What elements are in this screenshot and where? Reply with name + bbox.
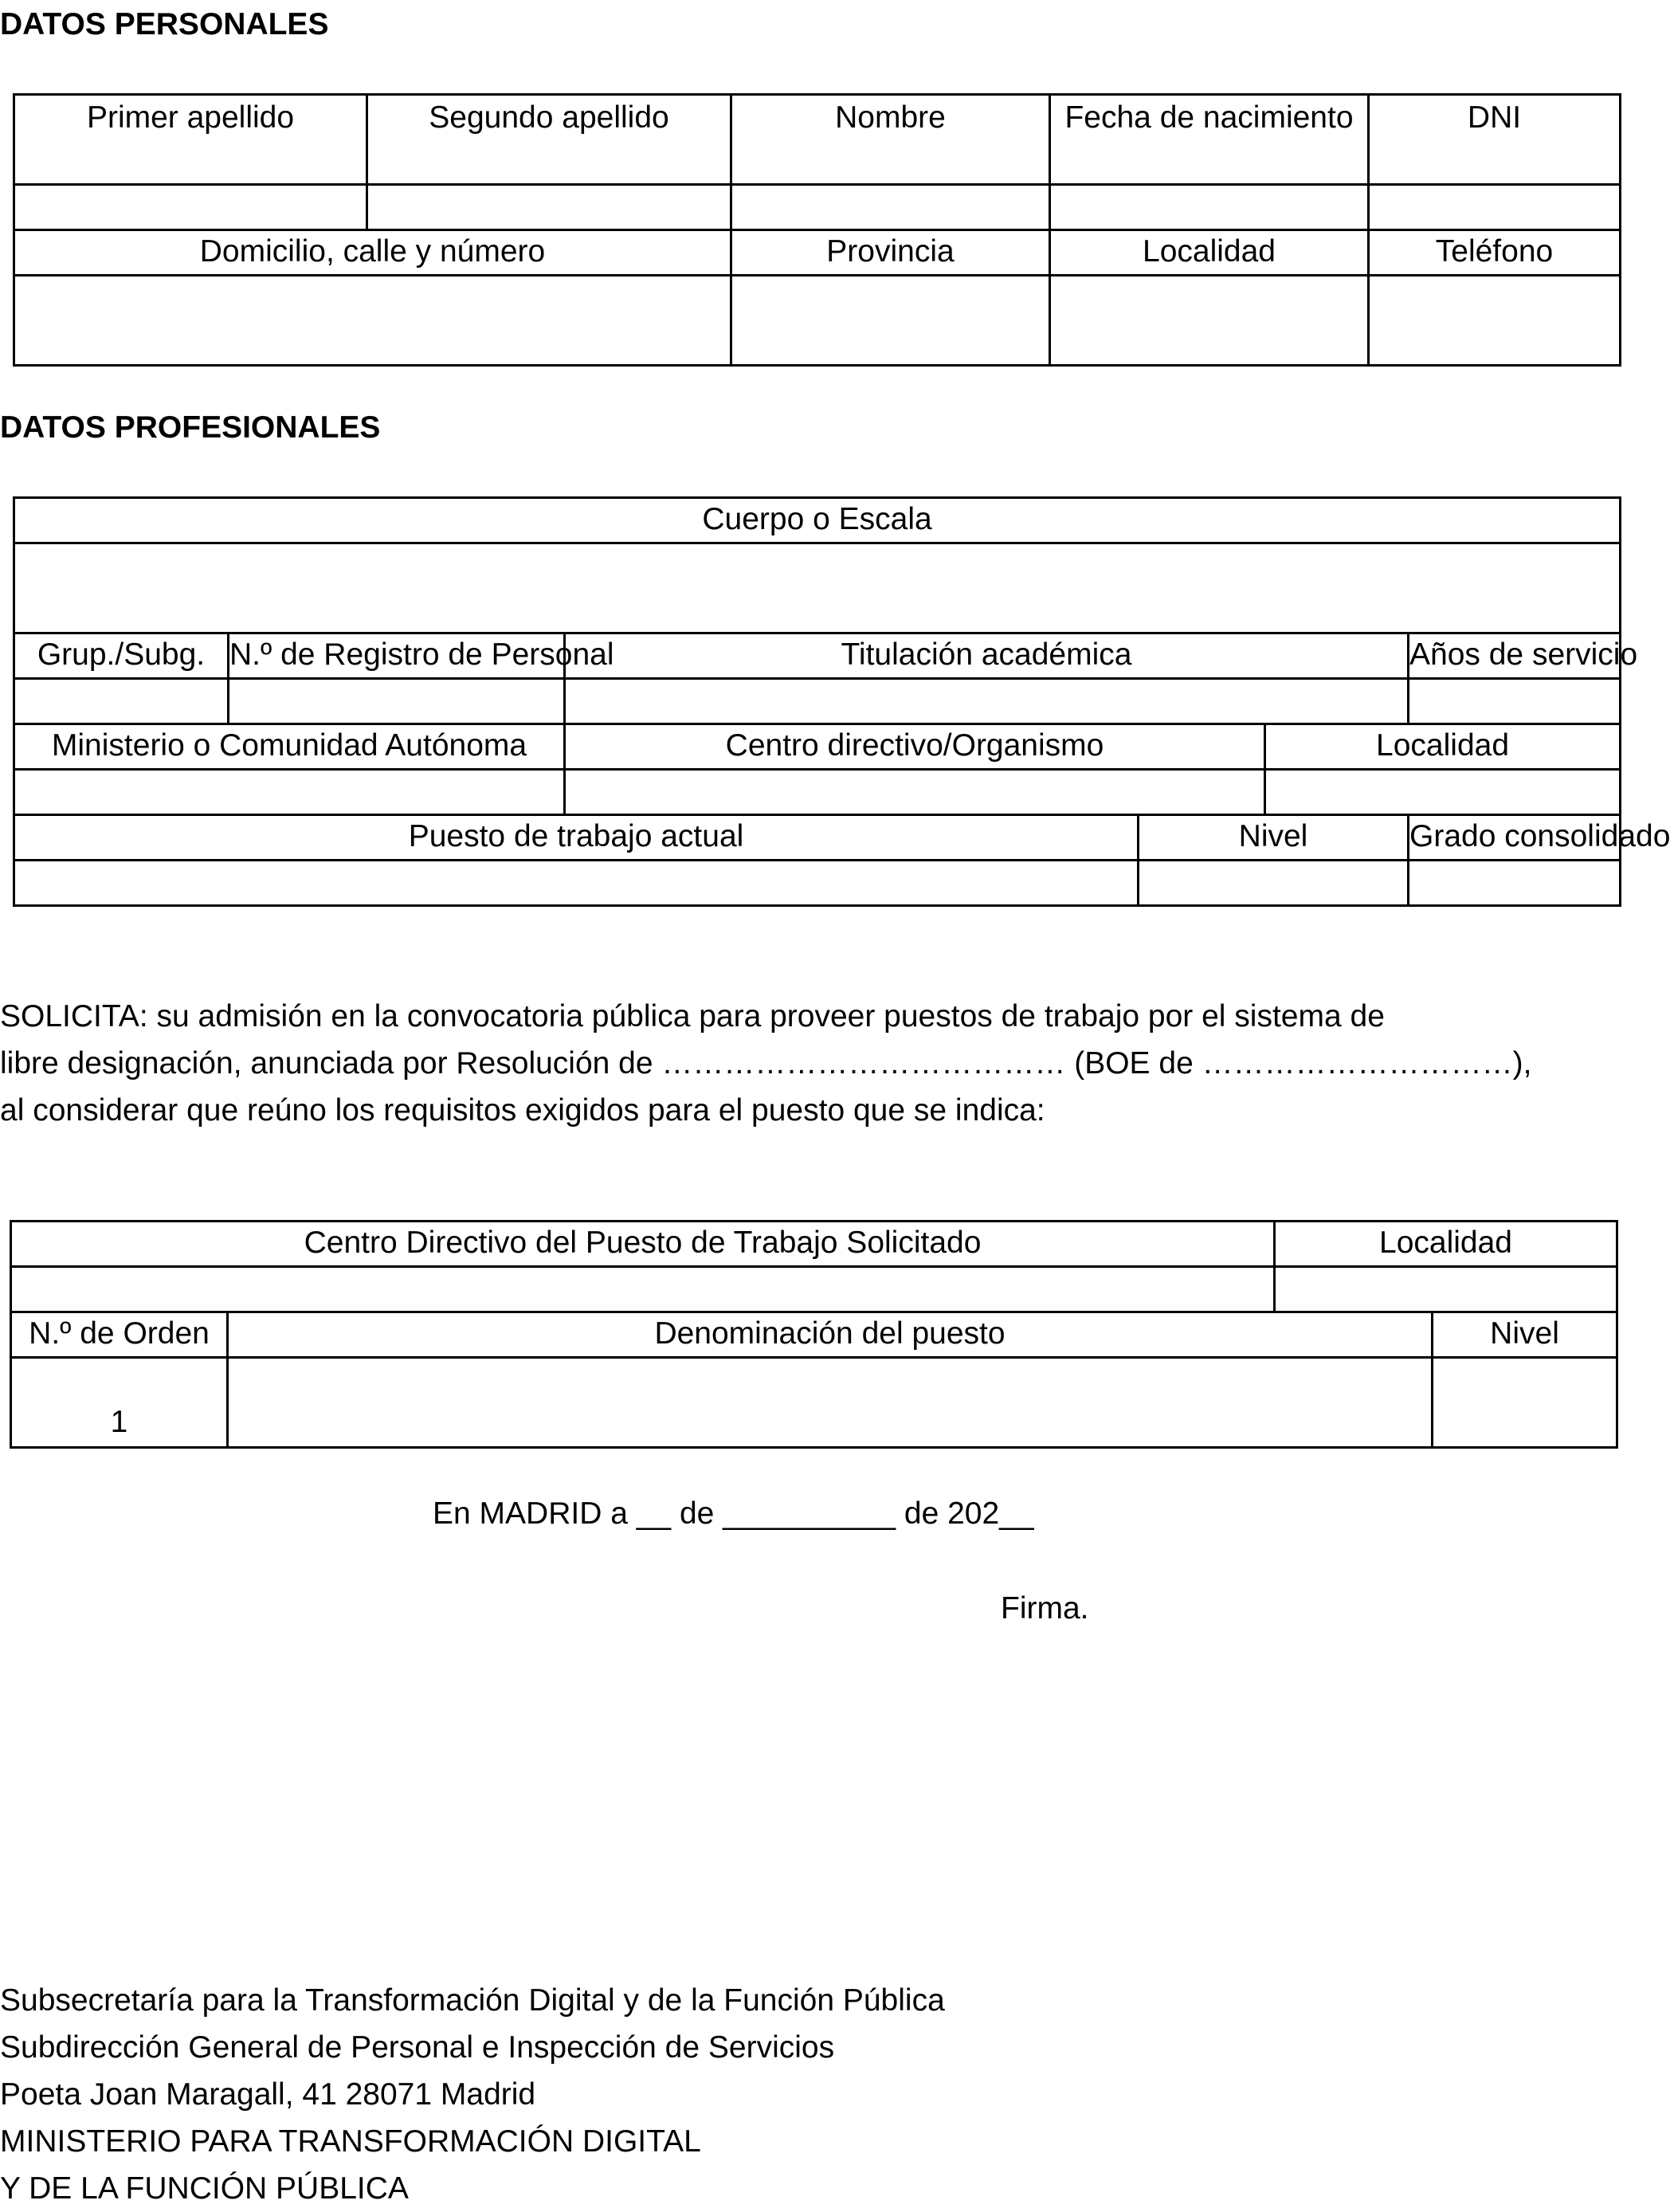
current-post-field[interactable] — [14, 861, 1139, 906]
header-locality: Localidad — [1050, 230, 1369, 276]
header-dni: DNI — [1369, 95, 1621, 185]
birth-date-field[interactable] — [1050, 185, 1369, 230]
header-service-years: Años de servicio — [1409, 633, 1621, 679]
directive-center-field[interactable] — [565, 770, 1265, 815]
signature-label: Firma. — [1001, 1591, 1089, 1626]
header-work-locality: Localidad — [1265, 724, 1621, 770]
group-field[interactable] — [14, 679, 229, 724]
order-number-cell: 1 — [11, 1358, 228, 1448]
header-address: Domicilio, calle y número — [14, 230, 731, 276]
first-surname-field[interactable] — [14, 185, 367, 230]
footer-address — [0, 1977, 945, 2212]
header-consolidated-grade: Grado consolidado — [1409, 815, 1621, 861]
professional-data-heading: DATOS PROFESIONALES — [0, 410, 381, 445]
address-field[interactable] — [14, 276, 731, 366]
level-field[interactable] — [1139, 861, 1409, 906]
personal-data-table — [13, 93, 1621, 367]
requested-locality-field[interactable] — [1275, 1267, 1617, 1312]
phone-field[interactable] — [1369, 276, 1621, 366]
header-directive-center: Centro directivo/Organismo — [565, 724, 1265, 770]
request-line: libre designación, anunciada por Resolución de ………………………………… (BOE de …………………………), — [0, 1046, 1532, 1081]
header-group: Grup./Subg. — [14, 633, 229, 679]
locality-field[interactable] — [1050, 276, 1369, 366]
header-registry-number: N.º de Registro de Personal — [229, 633, 565, 679]
registry-number-field[interactable] — [229, 679, 565, 724]
header-ministry: Ministerio o Comunidad Autónoma — [14, 724, 565, 770]
header-requested-center: Centro Directivo del Puesto de Trabajo Solicitado — [11, 1222, 1275, 1267]
header-phone: Teléfono — [1369, 230, 1621, 276]
professional-data-table — [13, 496, 1670, 907]
header-second-surname: Segundo apellido — [367, 95, 731, 185]
header-academic-degree: Titulación académica — [565, 633, 1409, 679]
footer-line: MINISTERIO PARA TRANSFORMACIÓN DIGITAL — [0, 2124, 701, 2159]
consolidated-grade-field[interactable] — [1409, 861, 1621, 906]
post-denomination-field[interactable] — [228, 1358, 1433, 1448]
request-paragraph — [0, 993, 1531, 1134]
name-field[interactable] — [731, 185, 1050, 230]
place-date-line: En MADRID a __ de __________ de 202__ — [433, 1496, 1034, 1531]
request-line: al considerar que reúno los requisitos exigidos para el puesto que se indica: — [0, 1093, 1045, 1128]
footer-line: Poeta Joan Maragall, 41 28071 Madrid — [0, 2077, 536, 2112]
footer-line: Subsecretaría para la Transformación Digital y de la Función Pública — [0, 1983, 945, 2018]
header-name: Nombre — [731, 95, 1050, 185]
ministry-field[interactable] — [14, 770, 565, 815]
request-line: SOLICITA: su admisión en la convocatoria pública para proveer puestos de trabajo por el sistema de — [0, 999, 1385, 1033]
requested-center-field[interactable] — [11, 1267, 1275, 1312]
header-post-denomination: Denominación del puesto — [228, 1312, 1433, 1358]
work-locality-field[interactable] — [1265, 770, 1621, 815]
personal-data-heading: DATOS PERSONALES — [0, 7, 329, 41]
footer-line: Subdirección General de Personal e Inspección de Servicios — [0, 2030, 835, 2065]
footer-line: Y DE LA FUNCIÓN PÚBLICA — [0, 2171, 409, 2206]
header-body-scale: Cuerpo o Escala — [14, 498, 1621, 543]
header-current-post: Puesto de trabajo actual — [14, 815, 1139, 861]
requested-position-table — [10, 1220, 1618, 1449]
header-province: Provincia — [731, 230, 1050, 276]
second-surname-field[interactable] — [367, 185, 731, 230]
academic-degree-field[interactable] — [565, 679, 1409, 724]
header-requested-level: Nivel — [1433, 1312, 1617, 1358]
requested-level-field[interactable] — [1433, 1358, 1617, 1448]
header-order-number: N.º de Orden — [11, 1312, 228, 1358]
service-years-field[interactable] — [1409, 679, 1621, 724]
province-field[interactable] — [731, 276, 1050, 366]
header-level: Nivel — [1139, 815, 1409, 861]
header-requested-locality: Localidad — [1275, 1222, 1617, 1267]
header-first-surname: Primer apellido — [14, 95, 367, 185]
header-birth-date: Fecha de nacimiento — [1050, 95, 1369, 185]
body-scale-field[interactable] — [14, 543, 1621, 633]
dni-field[interactable] — [1369, 185, 1621, 230]
